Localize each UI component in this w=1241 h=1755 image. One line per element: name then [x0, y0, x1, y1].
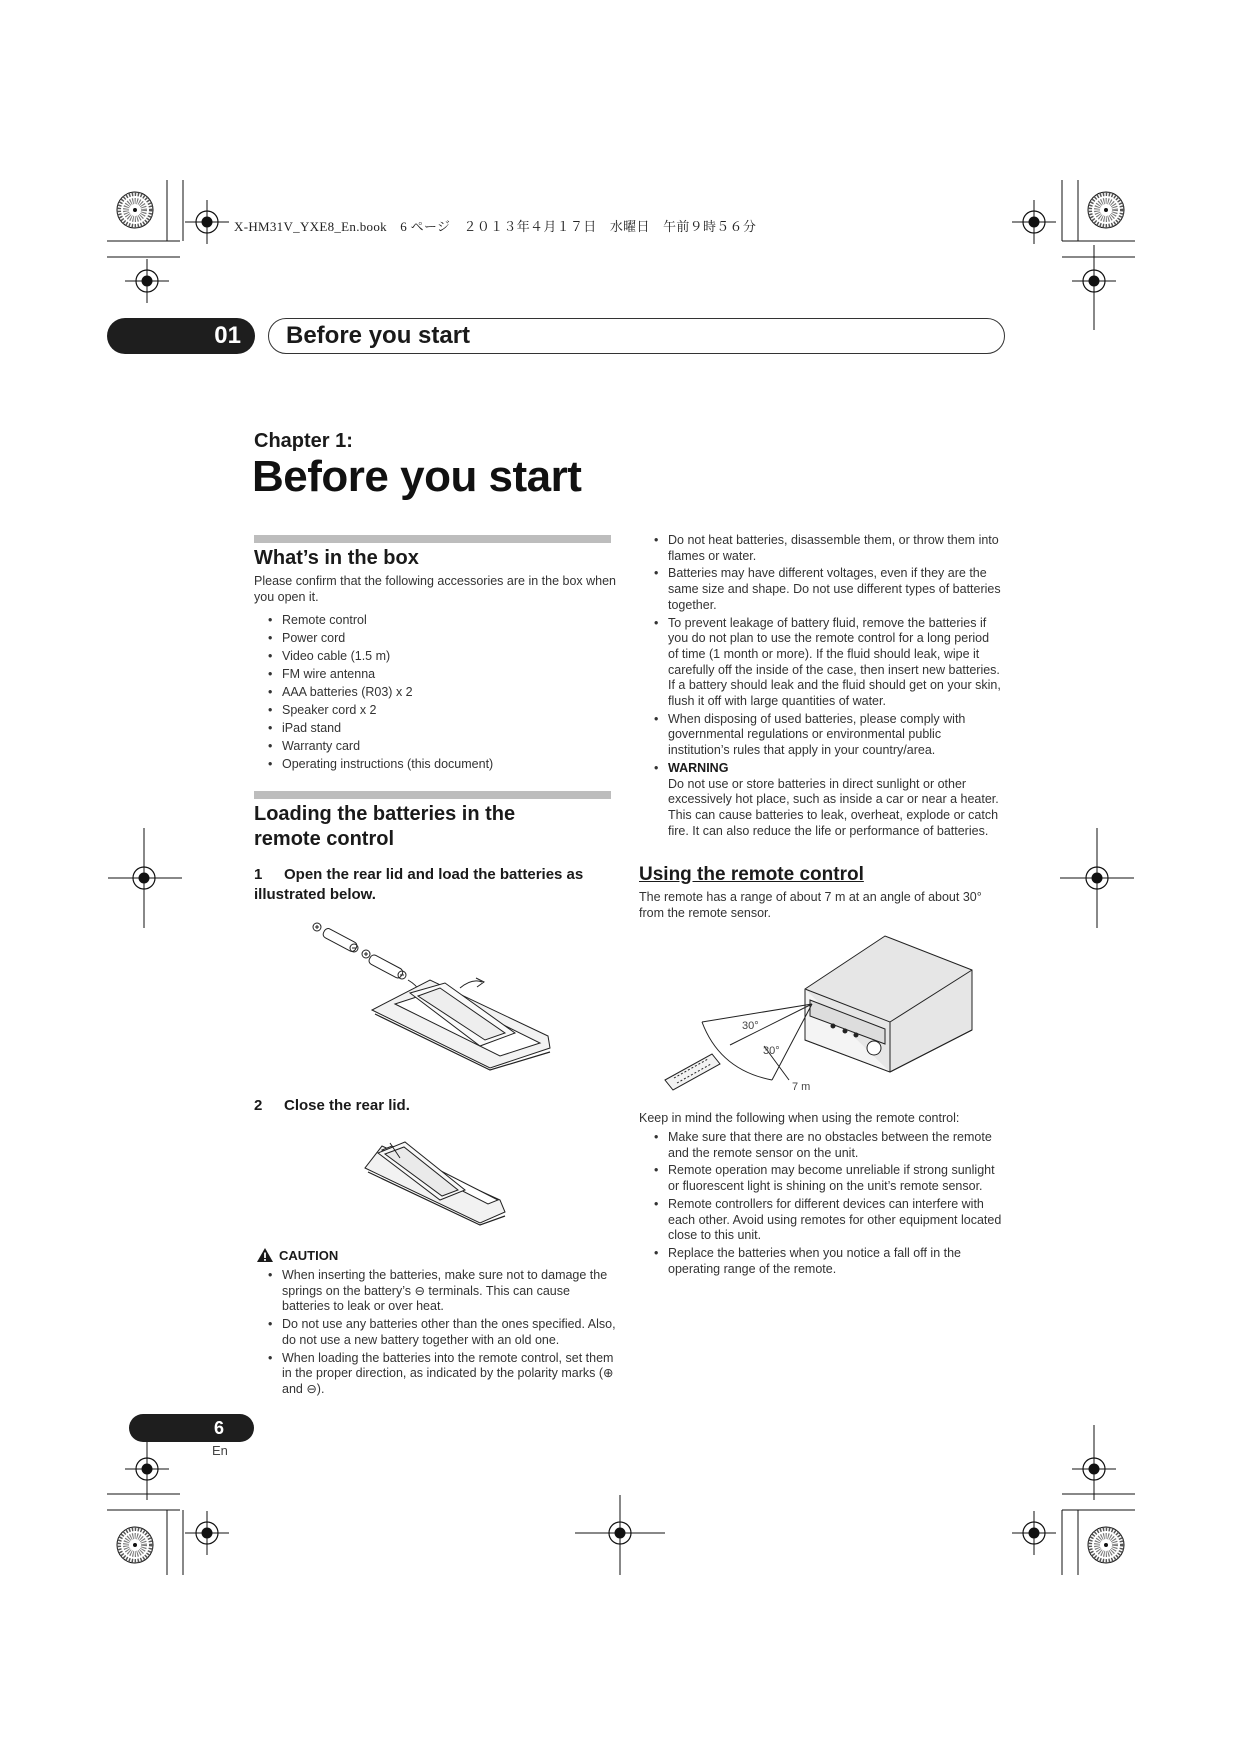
- list-item: • When disposing of used batteries, please comply with governmental regulations or environmental public institution’s rules that apply in your country/area.: [652, 712, 1002, 759]
- list-item: • Batteries may have different voltages, even if they are the same size and shape. Do not use different types of batteries together.: [652, 566, 1002, 613]
- list-item: • When loading the batteries into the remote control, set them in the proper direction, as indicated by the polarity marks (⊕ and ⊖).: [266, 1351, 616, 1398]
- battery-insertion-illustration: [300, 918, 560, 1083]
- print-header: X-HM31V_YXE8_En.book 6 ページ ２０１３年４月１７日 水曜日 午前９時５６分: [234, 219, 757, 234]
- list-item: • AAA batteries (R03) x 2: [266, 683, 606, 701]
- list-item: • FM wire antenna: [266, 665, 606, 683]
- list-item: • Remote operation may become unreliable if strong sunlight or fluorescent light is shining on the unit’s remote sensor.: [652, 1163, 1002, 1194]
- step-2: [254, 1096, 410, 1116]
- step-text: illustrated below.: [254, 886, 376, 903]
- warning-text: Do not use or store batteries in direct sunlight or other excessively hot place, such as inside a car or near a heater. This can cause batteries to leak, overheat, explode or catch fire. It can also reduce the life or performance of batteries.: [668, 776, 999, 838]
- warning-item: [652, 761, 1002, 840]
- heading-line: remote control: [254, 828, 395, 850]
- list-item: • Video cable (1.5 m): [266, 647, 606, 665]
- battery-notes-list: [652, 533, 1002, 839]
- section-divider: [254, 535, 611, 543]
- warning-triangle-icon: [256, 1247, 274, 1263]
- caution-list: [266, 1268, 616, 1398]
- list-item: • Replace the batteries when you notice a fall off in the operating range of the remote.: [652, 1246, 1002, 1277]
- list-item: • Do not use any batteries other than the ones specified. Also, do not use a new battery together with an old one.: [266, 1317, 616, 1348]
- angle-bottom-label: 30°: [763, 1045, 780, 1057]
- whats-in-box-intro: Please confirm that the following accessories are in the box when you open it.: [254, 574, 616, 604]
- step-number: 2: [254, 1097, 263, 1114]
- chapter-number-text: 01: [214, 322, 241, 349]
- warning-title: • WARNING: [668, 760, 729, 775]
- list-item: • Power cord: [266, 629, 606, 647]
- step-number: 1: [254, 866, 263, 883]
- chapter-tab-title: Before you start: [286, 322, 471, 349]
- page-number: [129, 1414, 254, 1442]
- page-number-text: 6: [213, 1418, 224, 1438]
- section-divider: [254, 791, 611, 799]
- step-text: Close the rear lid.: [284, 1097, 410, 1114]
- caution-title: CAUTION: [279, 1248, 339, 1263]
- list-item: • Operating instructions (this document): [266, 755, 606, 773]
- page-language: En: [212, 1443, 228, 1458]
- heading-line: Loading the batteries in the: [254, 803, 516, 825]
- list-item: • Do not heat batteries, disassemble them, or throw them into flames or water.: [652, 533, 1002, 564]
- list-item: • Warranty card: [266, 737, 606, 755]
- list-item: • Make sure that there are no obstacles between the remote and the remote sensor on the unit.: [652, 1130, 1002, 1161]
- list-item: • Remote control: [266, 611, 606, 629]
- list-item: • Remote controllers for different devices can interfere with each other. Avoid using remotes for other equipment located close to this unit.: [652, 1197, 1002, 1244]
- page-title: Before you start: [252, 452, 582, 501]
- chapter-label: Chapter 1:: [254, 430, 353, 452]
- remote-tips-list: [652, 1130, 1002, 1277]
- list-item: • Speaker cord x 2: [266, 701, 606, 719]
- using-remote-heading: Using the remote control: [639, 864, 864, 885]
- remote-range-diagram: [660, 932, 980, 1097]
- using-remote-intro: The remote has a range of about 7 m at an angle of about 30° from the remote sensor.: [639, 890, 982, 920]
- step-text: Open the rear lid and load the batteries as: [284, 866, 584, 883]
- list-item: • To prevent leakage of battery fluid, remove the batteries if you do not plan to use the remote control for a long period of time (1 month or more). If the fluid should leak, wipe it carefully off the inside of the case, then insert new batteries. If a battery should leak and the fluid should get on your skin, flush it off with large quantities of water.: [652, 616, 1002, 710]
- step-1: [254, 865, 614, 905]
- keep-in-mind-text: Keep in mind the following when using the remote control:: [639, 1111, 960, 1125]
- loading-batteries-heading: [254, 802, 515, 852]
- list-item: • When inserting the batteries, make sure not to damage the springs on the battery’s ⊖ terminals. This can cause batteries to leak or over heat.: [266, 1268, 616, 1315]
- remote-closed-illustration: [360, 1128, 510, 1228]
- list-item: • iPad stand: [266, 719, 606, 737]
- whats-in-box-heading: What’s in the box: [254, 547, 419, 569]
- accessory-list: [266, 611, 606, 773]
- angle-top-label: 30°: [742, 1020, 759, 1032]
- distance-label: 7 m: [792, 1081, 811, 1093]
- chapter-number: [107, 318, 255, 354]
